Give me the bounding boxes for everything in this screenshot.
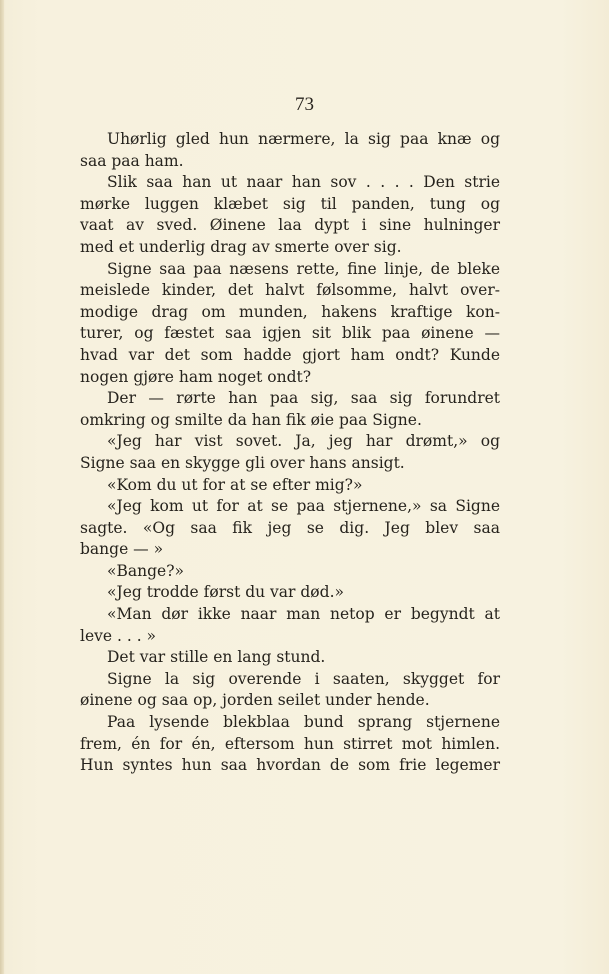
text-line: modige drag om munden, hakens kraftige kon- xyxy=(80,302,500,321)
text-line: Der — rørte han paa sig, saa sig forundret xyxy=(107,389,500,408)
page-number: 73 xyxy=(295,94,314,115)
text-line: Det var stille en lang stund. xyxy=(107,648,326,667)
page-binding-edge xyxy=(0,0,4,974)
text-line: «Man dør ikke naar man netop er begyndt at xyxy=(107,605,500,624)
text-line: Paa lysende blekblaa bund sprang stjernene xyxy=(107,713,500,732)
text-line: «Jeg har vist sovet. Ja, jeg har drømt,» og xyxy=(107,432,500,451)
text-line: hvad var det som hadde gjort ham ondt? Kunde xyxy=(80,345,500,364)
text-line: Hun syntes hun saa hvordan de som frie legemer xyxy=(80,756,500,775)
text-line: Signe saa en skygge gli over hans ansigt. xyxy=(80,453,405,472)
text-line: leve . . . » xyxy=(80,626,157,645)
body-text xyxy=(80,129,500,777)
text-line: mørke luggen klæbet sig til panden, tung og xyxy=(80,194,500,213)
text-line: øinene og saa op, jorden seilet under hende. xyxy=(80,691,430,710)
text-line: Signe la sig overende i saaten, skygget for xyxy=(107,669,500,688)
text-line: vaat av sved. Øinene laa dypt i sine hulninger xyxy=(80,216,500,235)
text-line: «Jeg kom ut for at se paa stjernene,» sa Signe xyxy=(107,497,500,516)
text-line: omkring og smilte da han fik øie paa Signe. xyxy=(80,410,422,429)
text-line: Uhørlig gled hun nærmere, la sig paa knæ og xyxy=(107,130,500,148)
text-line: «Bange?» xyxy=(107,561,184,580)
text-line: Slik saa han ut naar han sov . . . . Den strie xyxy=(107,173,500,192)
text-line: nogen gjøre ham noget ondt? xyxy=(80,367,312,386)
text-line: frem, én for én, eftersom hun stirret mot himlen. xyxy=(80,734,500,753)
text-line: med et underlig drag av smerte over sig. xyxy=(80,237,402,256)
text-line: saa paa ham. xyxy=(80,151,184,170)
text-line: «Jeg trodde først du var død.» xyxy=(107,583,344,602)
text-line: turer, og fæstet saa igjen sit blik paa øinene — xyxy=(80,324,500,343)
text-line: Signe saa paa næsens rette, fine linje, de bleke xyxy=(107,259,500,278)
text-line: bange — » xyxy=(80,540,164,559)
text-line: sagte. «Og saa fik jeg se dig. Jeg blev saa xyxy=(80,518,500,537)
text-line: meislede kinder, det halvt følsomme, halvt over- xyxy=(80,281,500,300)
text-line: «Kom du ut for at se efter mig?» xyxy=(107,475,363,494)
